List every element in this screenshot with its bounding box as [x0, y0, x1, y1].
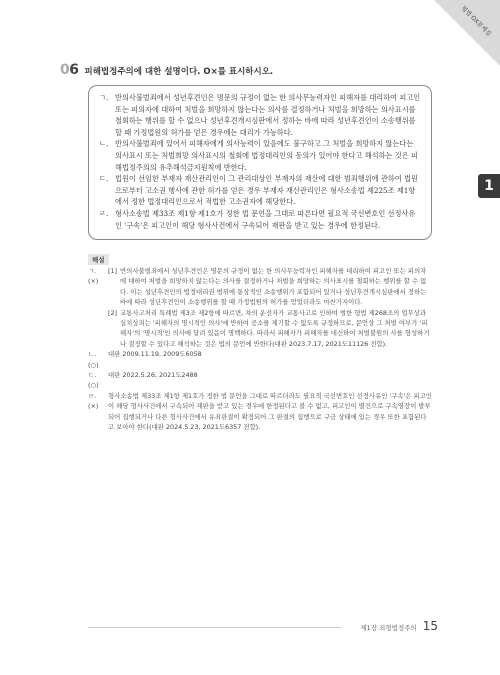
question-number: 06 — [60, 62, 79, 78]
question-box — [88, 85, 432, 240]
list-item: ㄷ. 법원이 선임한 부재자 재산관리인이 그 관리대상인 부재자의 재산에 대한 범죄행위에 관하여 법원으로부터 고소권 행사에 관한 허가를 얻은 경우 부재자 재산관리인은 형사소송법 제225조 제1항에서 정한 법정대리인으로서 적법한 고소권자에 해당한다. — [99, 174, 418, 207]
answer-sub-item: [1] 반의사불벌죄에서 성년후견인은 명문의 규정이 없는 한 의사무능력자인 피해자를 대리하여 피고인 또는 피의자에 대하여 처벌을 희망하지 않는다는 의사를 결정하거나 처벌을 희망하는 의사표시를 철회하는 행위를 할 수 없다. 이는 성년후견인의 법정대리권 범위에 통상적인 소송행위가 포함되어 있거나 성년후견개시심판에서 정하는 바에 따라 성년후견인이 소송행위를 할 때 가정법원의 허가를 얻었더라도 마찬가지이다. — [108, 267, 427, 307]
page-number: 15 — [422, 619, 438, 633]
question-header — [60, 62, 273, 78]
chapter-tab: 1 — [478, 174, 500, 198]
footer-divider — [88, 627, 342, 628]
explanation-box — [88, 266, 432, 433]
list-item: ㄴ. 반의사불벌죄에 있어서 피해자에게 의사능력이 있음에도 불구하고 그 처벌을 희망하지 않는다는 의사표시 또는 처벌희망 의사표시의 철회에 법정대리인의 동의가 있어야 한다고 해석하는 것은 피해법정주의의 유추해석금지원칙에 반한다. — [99, 139, 418, 172]
question-text: 피해법정주의에 대한 설명이다. O×를 표시하시오. — [84, 67, 274, 77]
answer-item: ㄷ. (○) 대판 2022.5.26, 2021도2488 — [88, 371, 198, 390]
list-item: ㄱ. 반의사불벌죄에서 성년후견인은 명문의 규정이 없는 한 의사무능력자인 피해자를 대리하여 피고인 또는 피의자에 대하여 처벌을 희망하지 않는다는 의사를 결정하거나 처벌을 희망하는 의사표시를 철회하는 행위를 할 수 없으나 성년후견개시심판에서 정하는 바에 따라 성년후견인이 소송행위를 할 때 가정법원의 허가를 얻은 경우에는 대리가 가능하다. — [99, 93, 421, 137]
footer-chapter: 제1장 죄형법정주의 — [360, 624, 417, 632]
answer-item: ㄹ. (×) 형사소송법 제33조 제1항 제1호가 정한 법 문언을 그대로 따르더라도 필요적 국선변호인 선정사유인 '구속'은 피고인이 해당 형사사건에서 구속되어 재판을 받고 있는 경우에 한정된다고 볼 수 없고, 피고인이 별건으로 구속영장이 발부되어 집행되거나 다른 형사사건에서 유죄판결이 확정되어 그 판결의 집행으로 구금 상태에 있는 경우 또한 포함된다고 보아야 한다(대판 2024.5.23, 2021도6357 전합). — [88, 391, 432, 432]
explanation-label: 해설 — [88, 254, 109, 265]
answer-sub-item: [2] 교통사고처리 특례법 제3조 제2항에 따르면, 차의 운전자가 교통사고로 인하여 범한 형법 제268조의 업무상과실치상죄는 '피해자의 명시적인 의사'에 반하여 공소를 제기할 수 없도록 규정하므로, 문언상 그 처벌 여부가 '피해자'의 '명시적'인 의사에 달려 있음이 명백하다. 따라서 피해자가 피해자를 대신하여 처벌불원의 사를 형성하거나 결정할 수 있다고 해석하는 것은 법의 문언에 반한다(대판 2023.7.17, 2021도11126 전합). — [108, 308, 430, 348]
corner-label: 형법 OX문제집 — [459, 4, 493, 38]
list-item: ㄹ. 형사소송법 제33조 제1항 제1호가 정한 법 문언을 그대로 따른다면 필요적 국선변호인 선정사유인 '구속'은 피고인이 해당 형사사건에서 구속되어 재판을 받고 있는 경우에 한정된다. — [99, 208, 416, 230]
answer-item: ㄴ. (○) 대판 2009.11.19, 2009도6058 — [88, 350, 202, 369]
answer-item: ㄱ. (×) [1] 반의사불벌죄에서 성년후견인은 명문의 규정이 없는 한 의사무능력자인 피해자를 대리하여 피고인 또는 피의자에 대하여 처벌을 희망하지 않는다는 의사를 결정하거나 처벌을 희망하는 의사표시를 철회하는 행위를 할 수 없다. 이는 성년후견인의 법정대리권 범위에 통상적인 소송행위가 포함되어 있거나 성년후견개시심판에서 정하는 바에 따라 성년후견인이 소송행위를 할 때 가정법원의 허가를 얻었더라도 마찬가지이다. [2] 교통사고처리 특례법 제3조 제2항에 따르면, 차의 운전자가 교통사고로 인하여 범한 형법 제268조의 업무상과실치상죄는 '피해자의 명시적인 의사'에 반하여 공소를 제기할 수 없도록 규정하므로, 문언상 그 처벌 여부가 '피해자'의 '명시적'인 의사에 달려 있음이 명백하다. 따라서 피해자가 피해자를 대신하여 처벌불원의 사를 형성하거나 결정할 수 있다고 해석하는 것은 법의 문언에 반한다(대판 2023.7.17, 2021도11126 전합). — [88, 266, 432, 349]
page-footer — [360, 619, 438, 633]
